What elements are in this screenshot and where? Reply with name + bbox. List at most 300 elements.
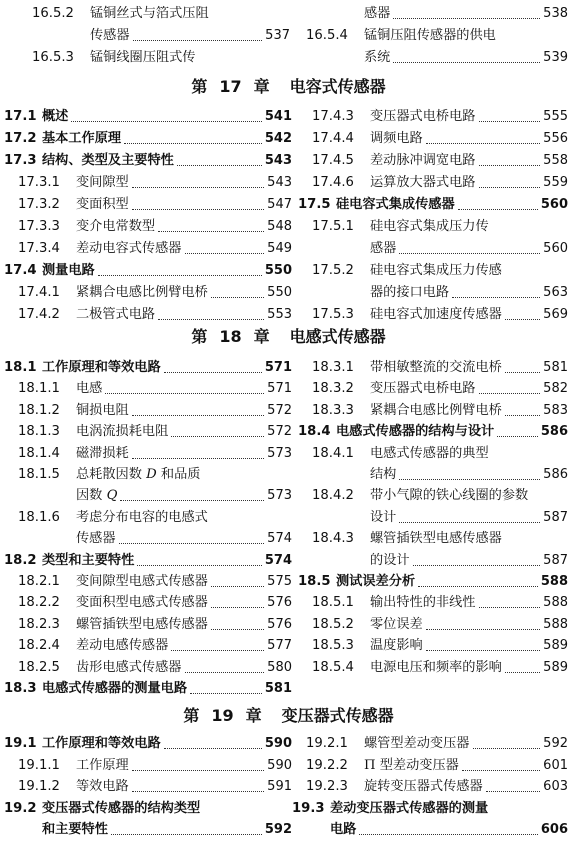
section-number: 19.1.2 (18, 779, 60, 794)
section-number: 17.5 (298, 197, 331, 212)
toc-entry (4, 354, 292, 376)
toc-entry-continuation (306, 44, 568, 66)
section-title: 零位误差 (370, 616, 423, 632)
section-title: 锰铜压阻传感器的供电 (364, 28, 496, 43)
section-number: 18.5.2 (312, 616, 354, 632)
toc-entry (4, 103, 292, 125)
section-number: 18.1.1 (18, 381, 60, 397)
dot-leader (190, 692, 262, 694)
page-number: 539 (543, 50, 568, 65)
page-number: 588 (540, 574, 568, 589)
dot-leader (164, 371, 262, 373)
section-title: 变面积型 (76, 197, 129, 212)
section-number: 17.2 (4, 131, 37, 146)
section-number: 18.3.3 (312, 402, 354, 418)
dot-leader (479, 120, 541, 122)
section-number: 19.2.3 (306, 779, 348, 794)
section-number: 18.1.6 (18, 509, 60, 525)
page-number: 590 (267, 757, 292, 773)
section-title: 工作原理 (76, 757, 129, 773)
section-title: 工作原理和等效电路 (42, 736, 161, 751)
section-number: 16.5.2 (32, 6, 74, 21)
section-title: 带相敏整流的交流电桥 (370, 360, 502, 375)
dot-leader (132, 414, 264, 416)
section-title: 变压器式电桥电路 (370, 381, 476, 397)
dot-leader (399, 521, 540, 523)
section-title: 结构、类型及主要特性 (42, 153, 174, 168)
dot-leader (505, 671, 540, 673)
dot-leader (119, 542, 265, 544)
toc-entry (4, 257, 292, 279)
section-number: 18.2.4 (18, 638, 60, 654)
dot-leader (505, 371, 540, 373)
page-number: 575 (267, 574, 292, 589)
section-title: 因数 Q (76, 488, 118, 504)
toc-entry (298, 611, 568, 633)
section-number: 16.5.4 (306, 28, 348, 43)
toc-entry-continuation (18, 22, 290, 44)
chapter-suffix: 章 (253, 327, 270, 346)
toc-entry (18, 0, 290, 22)
toc-entry (298, 257, 568, 279)
dot-leader (199, 62, 288, 63)
section-title: 概述 (42, 109, 69, 124)
page-number: 587 (543, 509, 568, 525)
page-number: 588 (543, 595, 568, 611)
section-title: 变间隙型 (76, 175, 129, 190)
toc-entry (298, 354, 568, 376)
section-title: 温度影响 (370, 638, 423, 654)
section-number: 19.2.2 (306, 757, 348, 773)
toc-entry (298, 103, 568, 125)
section-title: 变压器式传感器的结构类型 (42, 800, 201, 816)
section-title: 差动脉冲调宽电路 (370, 153, 476, 168)
section-number: 18.4 (298, 424, 331, 440)
dot-leader (505, 414, 540, 416)
section-title: 输出特性的非线性 (370, 595, 476, 611)
section-number: 17.4.5 (312, 153, 354, 168)
page-number: 555 (543, 109, 568, 124)
section-number: 17.4.3 (312, 109, 354, 124)
section-title: 类型和主要特性 (42, 552, 135, 568)
section-number: 18.1.3 (18, 424, 60, 440)
section-number: 17.3.3 (18, 219, 60, 234)
toc-entry (4, 568, 292, 590)
page-number: 576 (267, 616, 292, 632)
section-title: 考虑分布电容的电感式 (76, 509, 208, 525)
page-number: 563 (543, 285, 568, 300)
section-title: 设计 (370, 509, 397, 525)
section-number: 17.5.2 (312, 263, 354, 278)
section-title: 硅电容式集成传感器 (336, 197, 455, 212)
section-number: 19.1 (4, 736, 37, 751)
section-title: 系统 (364, 50, 391, 65)
toc-entry (4, 773, 292, 795)
dot-leader (211, 628, 264, 630)
section-title: 测量电路 (42, 263, 95, 278)
page-number: 574 (267, 531, 292, 547)
page-number: 541 (264, 109, 292, 124)
dot-leader (505, 543, 565, 544)
section-title: 感器 (370, 241, 397, 256)
toc-entry (4, 125, 292, 147)
dot-leader (211, 585, 264, 587)
toc-entry (4, 375, 292, 397)
dot-leader (479, 392, 541, 394)
section-number: 18.3.1 (312, 360, 354, 375)
page-number: 603 (543, 779, 568, 794)
dot-leader (479, 164, 541, 166)
section-title: 结构 (370, 467, 397, 482)
chapter-number: 17 (219, 77, 242, 96)
dot-leader (158, 318, 264, 320)
section-title: 螺管插铁型电感传感器 (370, 531, 502, 547)
dot-leader (185, 671, 265, 673)
dot-leader (492, 231, 565, 232)
toc-entry (4, 795, 292, 817)
section-title: 电路 (330, 822, 357, 837)
section-number: 18.2 (4, 552, 37, 568)
section-number: 18.5.3 (312, 638, 354, 654)
chapter-19-heading (0, 703, 577, 726)
dot-leader (393, 17, 540, 19)
dot-leader (111, 833, 262, 835)
section-title: 传感器 (76, 531, 116, 547)
dot-leader (462, 769, 540, 771)
page-number: 553 (267, 307, 292, 322)
toc-entry-continuation (298, 547, 568, 569)
section-number: 17.4 (4, 263, 37, 278)
page-number: 589 (543, 659, 568, 675)
page-number: 543 (264, 153, 292, 168)
toc-entry (298, 397, 568, 419)
toc-entry-continuation (298, 279, 568, 301)
dot-leader (492, 458, 565, 459)
dot-leader (393, 61, 540, 63)
page-number: 571 (267, 381, 292, 397)
section-number: 18.5.1 (312, 595, 354, 611)
section-number: 18.1.4 (18, 445, 60, 461)
section-title: 螺管插铁型电感传感器 (76, 616, 208, 632)
dot-leader (171, 649, 264, 651)
section-title: 螺管型差动变压器 (364, 736, 470, 751)
section-number: 18.4.1 (312, 445, 354, 461)
page-number: 560 (540, 197, 568, 212)
section-title: 基本工作原理 (42, 131, 122, 146)
toc-entry (18, 44, 290, 66)
section-title: 锰铜线圈压阻式传 (90, 50, 196, 65)
dot-leader (132, 457, 264, 459)
page-number: 573 (267, 488, 292, 504)
toc-entry (4, 675, 292, 697)
page-number: 580 (267, 659, 292, 675)
toc-entry (298, 418, 568, 440)
dot-leader (211, 522, 289, 523)
toc-entry (298, 191, 568, 213)
chapter-title: 变压器式传感器 (281, 706, 394, 725)
dot-leader (505, 318, 540, 320)
page-number: 548 (267, 219, 292, 234)
toc-entry (4, 169, 292, 191)
dot-leader (98, 274, 262, 276)
dot-leader (426, 142, 540, 144)
chapter-prefix: 第 (183, 706, 200, 725)
toc-entry (298, 440, 568, 462)
toc-entry (4, 147, 292, 169)
section-title: 总耗散因数 D 和品质 (76, 467, 201, 482)
section-title: 器的接口电路 (370, 285, 450, 300)
section-number: 18.5 (298, 574, 331, 589)
toc-entry (298, 213, 568, 235)
page-number: 572 (267, 424, 292, 440)
page-number: 571 (264, 360, 292, 375)
dot-leader (479, 186, 541, 188)
section-number: 17.4.2 (18, 307, 60, 322)
dot-leader (105, 392, 264, 394)
chapter-suffix: 章 (245, 706, 262, 725)
toc-entry (292, 795, 568, 817)
page-number: 550 (267, 285, 292, 300)
section-title: 测试误差分析 (336, 574, 416, 589)
section-number: 17.5.3 (312, 307, 354, 322)
section-title: 磁滞损耗 (76, 445, 129, 461)
dot-leader (458, 208, 538, 210)
section-title: 电源电压和频率的影响 (370, 659, 502, 675)
dot-leader (124, 142, 262, 144)
toc-entry (4, 611, 292, 633)
section-title: 调频电路 (370, 131, 423, 146)
section-title: 硅电容式加速度传感器 (370, 307, 502, 322)
dot-leader (203, 813, 289, 814)
dot-leader (499, 40, 565, 41)
section-title: 变压器式电桥电路 (370, 109, 476, 124)
page-number: 583 (543, 402, 568, 418)
dot-leader (531, 500, 565, 501)
section-number: 18.1 (4, 360, 37, 375)
chapter-18-heading (0, 324, 577, 347)
section-number: 18.2.1 (18, 574, 60, 589)
section-number: 18.4.3 (312, 531, 354, 547)
dot-leader (133, 39, 263, 41)
page-number: 569 (543, 307, 568, 322)
dot-leader (211, 296, 264, 298)
toc-entry (4, 589, 292, 611)
page-number: 586 (543, 467, 568, 482)
toc-entry (306, 730, 568, 752)
toc-entry (306, 22, 568, 44)
chapter-suffix: 章 (253, 77, 270, 96)
page-number: 538 (543, 6, 568, 21)
page-number: 542 (264, 131, 292, 146)
dot-leader (473, 747, 541, 749)
section-number: 17.3 (4, 153, 37, 168)
dot-leader (71, 120, 261, 122)
dot-leader (132, 790, 264, 792)
dot-leader (132, 769, 264, 771)
section-title: 传感器 (90, 28, 130, 43)
section-number: 19.3 (292, 800, 325, 816)
page-number: 543 (267, 175, 292, 190)
section-title: 二极管式电路 (76, 307, 156, 322)
page-number: 559 (543, 175, 568, 190)
section-title: 变间隙型电感式传感器 (76, 574, 208, 589)
dot-leader (491, 813, 565, 814)
toc-entry (4, 504, 292, 526)
toc-entry (298, 375, 568, 397)
page-number: 537 (265, 28, 290, 43)
page-number: 572 (267, 402, 292, 418)
toc-entry (298, 632, 568, 654)
page-number: 576 (267, 595, 292, 611)
toc-entry (298, 525, 568, 547)
page-number: 589 (543, 638, 568, 654)
dot-leader (399, 478, 540, 480)
page-number: 574 (264, 552, 292, 568)
page-number: 588 (543, 616, 568, 632)
chapter-prefix: 第 (191, 327, 208, 346)
section-title: 电感式传感器的测量电路 (42, 681, 188, 696)
toc-entry (4, 654, 292, 676)
toc-entry (298, 568, 568, 590)
toc-entry (4, 461, 292, 483)
section-number: 18.2.5 (18, 659, 60, 675)
dot-leader (137, 564, 262, 566)
dot-leader (418, 585, 538, 587)
page-number: 586 (540, 424, 568, 440)
dot-leader (452, 296, 540, 298)
section-title: 的设计 (370, 552, 410, 568)
toc-entry (306, 773, 568, 795)
toc-entry (4, 301, 292, 323)
dot-leader (171, 435, 264, 437)
toc-entry (4, 213, 292, 235)
toc-entry (298, 125, 568, 147)
toc-entry (4, 632, 292, 654)
dot-leader (497, 435, 538, 437)
section-title: 电感式传感器的典型 (370, 445, 489, 461)
toc-entry (298, 169, 568, 191)
section-number: 18.1.2 (18, 402, 60, 418)
toc-entry (4, 191, 292, 213)
section-number: 17.5.1 (312, 219, 354, 234)
page-number: 592 (543, 736, 568, 751)
chapter-title: 电容式传感器 (289, 77, 386, 96)
dot-leader (203, 479, 289, 480)
section-title: 硅电容式集成压力传感 (370, 263, 502, 278)
page-number: 591 (267, 779, 292, 794)
section-number: 18.1.5 (18, 467, 60, 482)
page-number: 590 (264, 736, 292, 751)
chapter-number: 19 (211, 706, 234, 725)
dot-leader (132, 208, 264, 210)
section-number: 17.4.1 (18, 285, 60, 300)
section-title: 紧耦合电感比例臂电桥 (370, 402, 502, 418)
section-title: 工作原理和等效电路 (42, 360, 161, 375)
page-number: 601 (543, 757, 568, 773)
section-title: 差动电容式传感器 (76, 241, 182, 256)
page-number: 606 (540, 822, 568, 837)
dot-leader (359, 833, 537, 835)
section-title: 锰铜丝式与箔式压阻 (90, 6, 209, 21)
section-title: 等效电路 (76, 779, 129, 794)
toc-entry (298, 654, 568, 676)
dot-leader (158, 230, 264, 232)
section-title: 齿形电感式传感器 (76, 659, 182, 675)
toc-entry-continuation (306, 816, 568, 838)
chapter-17-heading (0, 74, 577, 97)
toc-entry (4, 440, 292, 462)
toc-entry (298, 147, 568, 169)
toc-entry (298, 589, 568, 611)
dot-leader (185, 252, 265, 254)
dot-leader (399, 252, 540, 254)
page-number: 558 (543, 153, 568, 168)
page-number: 592 (264, 822, 292, 837)
toc-entry-continuation (4, 525, 292, 547)
page-number: 587 (543, 552, 568, 568)
toc-entry (4, 752, 292, 774)
toc-entry (4, 418, 292, 440)
section-title: Π 型差动变压器 (364, 757, 459, 773)
section-title: 运算放大器式电路 (370, 175, 476, 190)
section-number: 18.4.2 (312, 488, 354, 504)
section-number: 18.2.2 (18, 595, 60, 611)
toc-entry-continuation (298, 504, 568, 526)
toc-entry (298, 301, 568, 323)
dot-leader (426, 628, 540, 630)
toc-entry (4, 397, 292, 419)
dot-leader (132, 186, 264, 188)
toc-entry (4, 279, 292, 301)
toc-entry-continuation (298, 461, 568, 483)
section-title: 铜损电阻 (76, 402, 129, 418)
page-number: 582 (543, 381, 568, 397)
section-title: 变面积型电感式传感器 (76, 595, 208, 611)
section-number: 17.4.6 (312, 175, 354, 190)
section-number: 19.2 (4, 800, 37, 816)
section-number: 16.5.3 (32, 50, 74, 65)
dot-leader (426, 649, 540, 651)
page-number: 560 (543, 241, 568, 256)
section-number: 18.2.3 (18, 616, 60, 632)
chapter-prefix: 第 (191, 77, 208, 96)
section-title: 硅电容式集成压力传 (370, 219, 489, 234)
toc-entry (4, 730, 292, 752)
page-number: 556 (543, 131, 568, 146)
dot-leader (505, 275, 565, 276)
section-number: 18.5.4 (312, 659, 354, 675)
section-title: 带小气隙的铁心线圈的参数 (370, 488, 529, 504)
toc-entry-continuation (306, 0, 568, 22)
chapter-number: 18 (219, 327, 242, 346)
dot-leader (211, 606, 264, 608)
section-title: 感器 (364, 6, 391, 21)
section-title: 电涡流损耗电阻 (76, 424, 169, 440)
section-number: 18.3.2 (312, 381, 354, 397)
section-title: 旋转变压器式传感器 (364, 779, 483, 794)
section-number: 19.2.1 (306, 736, 348, 751)
section-number: 19.1.1 (18, 757, 60, 773)
dot-leader (120, 499, 264, 501)
toc-entry (298, 482, 568, 504)
section-title: 差动电感传感器 (76, 638, 169, 654)
toc-entry-continuation (4, 816, 292, 838)
toc-entry-continuation (4, 482, 292, 504)
section-title: 和主要特性 (42, 822, 108, 837)
page-number: 581 (543, 360, 568, 375)
dot-leader (177, 164, 262, 166)
page-number: 577 (267, 638, 292, 654)
